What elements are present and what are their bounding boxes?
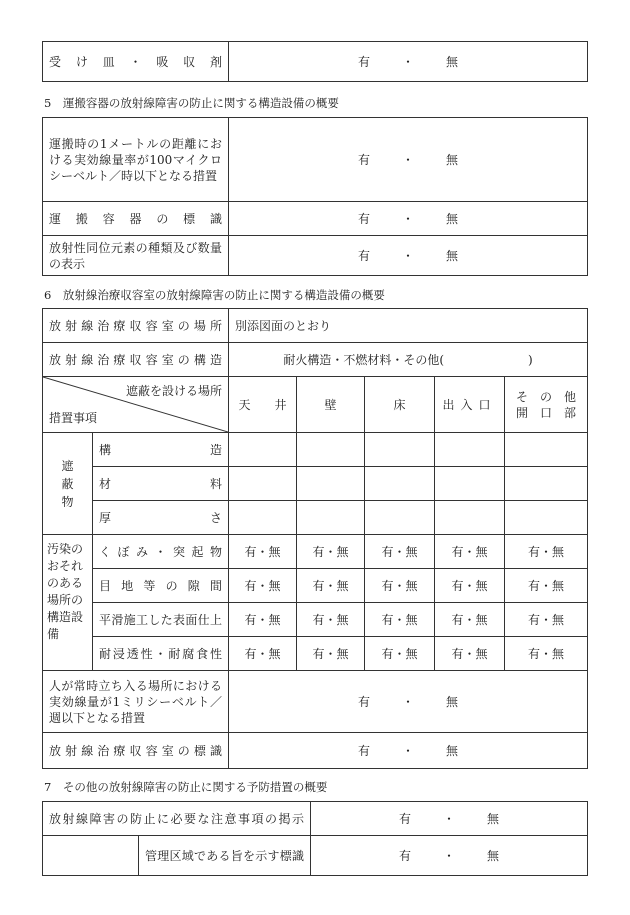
cell[interactable]: [365, 467, 435, 501]
notice-label: 放射線障害の防止に必要な注意事項の掲示: [43, 802, 311, 836]
contam-row-joints: 目地等の隙間: [93, 569, 229, 603]
cell[interactable]: [297, 467, 365, 501]
yes-no-choice[interactable]: 有 ・ 無: [229, 42, 588, 82]
contam-row-recess: くぼみ・突起物: [93, 535, 229, 569]
section5-table: [42, 117, 588, 276]
cell[interactable]: [435, 433, 505, 467]
section6-heading: 6 放射線治療収容室の放射線障害の防止に関する構造設備の概要: [44, 288, 385, 302]
yes-no-choice[interactable]: 有 ・ 無: [311, 802, 588, 836]
yes-no-choice[interactable]: 有・無: [505, 569, 588, 603]
yes-no-choice[interactable]: 有・無: [505, 535, 588, 569]
cell[interactable]: [229, 433, 297, 467]
yes-no-choice[interactable]: 有 ・ 無: [311, 836, 588, 876]
cell[interactable]: [365, 501, 435, 535]
col-doorway: 出入口: [435, 377, 505, 433]
yes-no-choice[interactable]: 有・無: [365, 569, 435, 603]
yes-no-choice[interactable]: 有・無: [229, 569, 297, 603]
receiver-label: 受け皿・吸収剤: [43, 42, 229, 82]
cell[interactable]: [229, 467, 297, 501]
shield-row-material: 材料: [93, 467, 229, 501]
diag-top-label: 遮蔽を設ける場所: [126, 384, 223, 398]
diagonal-header: [43, 377, 229, 433]
controlled-area-label: 管理区域である旨を示す標識: [139, 836, 311, 876]
yes-no-choice[interactable]: 有 ・ 無: [229, 202, 588, 236]
contam-row-smooth-finish: 平滑施工した表面仕上: [93, 603, 229, 637]
dose-rate-measure-label: 運搬時の1メートルの距離における実効線量率が100マイクロシーベルト／時以下となる措置: [43, 118, 229, 202]
yes-no-choice[interactable]: 有・無: [365, 603, 435, 637]
yes-no-choice[interactable]: 有・無: [435, 637, 505, 671]
yes-no-choice[interactable]: 有・無: [229, 535, 297, 569]
yes-no-choice[interactable]: 有・無: [505, 603, 588, 637]
structure-label: 放射線治療収容室の構造: [43, 343, 229, 377]
location-value: 別添図面のとおり: [229, 309, 588, 343]
diag-bottom-label: 措置事項: [49, 411, 98, 425]
yes-no-choice[interactable]: 有・無: [435, 535, 505, 569]
location-label: 放射線治療収容室の場所: [43, 309, 229, 343]
yes-no-choice[interactable]: 有・無: [297, 637, 365, 671]
contam-row-resistance: 耐浸透性・耐腐食性: [93, 637, 229, 671]
cell[interactable]: [505, 433, 588, 467]
cell[interactable]: [435, 467, 505, 501]
blank-cell: [43, 836, 139, 876]
cell[interactable]: [505, 467, 588, 501]
cell[interactable]: [229, 501, 297, 535]
col-other-openings: そ の 他 開 口 部: [505, 377, 588, 433]
section5-heading: 5 運搬容器の放射線障害の防止に関する構造設備の概要: [44, 96, 339, 110]
section7-heading: 7 その他の放射線障害の防止に関する予防措置の概要: [44, 780, 328, 794]
yes-no-choice[interactable]: 有・無: [435, 569, 505, 603]
yes-no-choice[interactable]: 有・無: [435, 603, 505, 637]
container-sign-label: 運搬容器の標識: [43, 202, 229, 236]
isotope-display-label: 放射性同位元素の種類及び数量の表示: [43, 236, 229, 276]
cell[interactable]: [365, 433, 435, 467]
yes-no-choice[interactable]: 有 ・ 無: [229, 236, 588, 276]
yes-no-choice[interactable]: 有・無: [229, 603, 297, 637]
contam-group-label: 汚染の おそれ のある 場所の 構造設 備: [43, 535, 93, 671]
yes-no-choice[interactable]: 有 ・ 無: [229, 118, 588, 202]
yes-no-choice[interactable]: 有・無: [229, 637, 297, 671]
col-wall: 壁: [297, 377, 365, 433]
col-ceiling: 天 井: [229, 377, 297, 433]
section6-table: [42, 308, 588, 769]
section7-table: [42, 801, 588, 876]
receiver-table: [42, 41, 588, 82]
cell[interactable]: [505, 501, 588, 535]
col-floor: 床: [365, 377, 435, 433]
yes-no-choice[interactable]: 有・無: [297, 569, 365, 603]
yes-no-choice[interactable]: 有・無: [365, 535, 435, 569]
shield-group-label: 遮 蔽 物: [43, 433, 93, 535]
yes-no-choice[interactable]: 有 ・ 無: [229, 671, 588, 733]
occupancy-measure-label: 人が常時立ち入る場所における実効線量が1ミリシーベルト／週以下となる措置: [43, 671, 229, 733]
cell[interactable]: [297, 501, 365, 535]
yes-no-choice[interactable]: 有・無: [297, 535, 365, 569]
yes-no-choice[interactable]: 有・無: [505, 637, 588, 671]
cell[interactable]: [435, 501, 505, 535]
shield-row-thickness: 厚さ: [93, 501, 229, 535]
yes-no-choice[interactable]: 有 ・ 無: [229, 733, 588, 769]
room-sign-label: 放射線治療収容室の標識: [43, 733, 229, 769]
yes-no-choice[interactable]: 有・無: [297, 603, 365, 637]
cell[interactable]: [297, 433, 365, 467]
shield-row-structure: 構造: [93, 433, 229, 467]
structure-value[interactable]: 耐火構造・不燃材料・その他( ): [229, 343, 588, 377]
yes-no-choice[interactable]: 有・無: [365, 637, 435, 671]
